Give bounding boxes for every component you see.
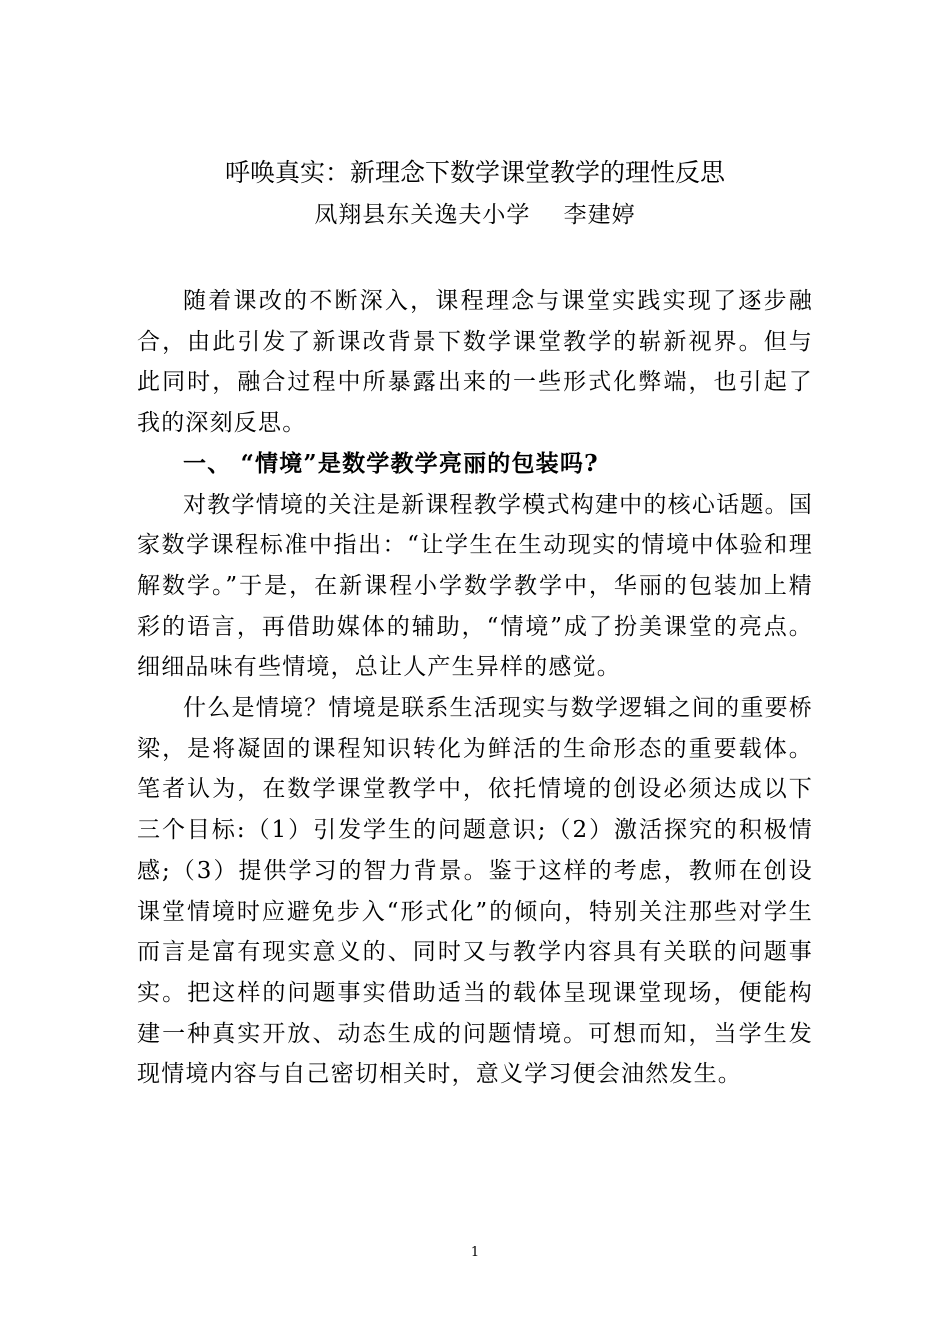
intro-paragraph: 随着课改的不断深入，课程理念与课堂实践实现了逐步融合，由此引发了新课改背景下数学课堂教学的崭新视界。但与此同时，融合过程中所暴露出来的一些形式化弊端，也引起了我的深刻反思。 <box>137 288 813 437</box>
document-body <box>137 281 813 1095</box>
section-heading: 一、 “情境”是数学教学亮丽的包装吗? <box>183 449 599 477</box>
page-number: 1 <box>470 1245 480 1260</box>
body-paragraph: 什么是情境？情境是联系生活现实与数学逻辑之间的重要桥梁，是将凝固的课程知识转化为鲜活的生命形态的重要载体。笔者认为，在数学课堂教学中，依托情境的创设必须达成以下三个目标:（1）引发学生的问题意识;（2）激活探究的积极情感;（3）提供学习的智力背景。鉴于这样的考虑，教师在创设课堂情境时应避免步入“形式化”的倾向，特别关注那些对学生而言是富有现实意义的、同时又与教学内容具有关联的问题事实。把这样的问题事实借助适当的载体呈现课堂现场，便能构建一种真实开放、动态生成的问题情境。可想而知，当学生发现情境内容与自己密切相关时，意义学习便会油然发生。 <box>137 695 813 1088</box>
body-paragraph: 对教学情境的关注是新课程教学模式构建中的核心话题。国家数学课程标准中指出：“让学生在生动现实的情境中体验和理解数学。”于是，在新课程小学数学教学中，华丽的包装加上精彩的语言，再借助媒体的辅助，“情境”成了扮美课堂的亮点。细细品味有些情境，总让人产生异样的感觉。 <box>137 491 813 681</box>
document-title: 呼唤真实：新理念下数学课堂教学的理性反思 <box>224 158 725 187</box>
author-line: 凤翔县东关逸夫小学 李建婷 <box>314 202 636 228</box>
